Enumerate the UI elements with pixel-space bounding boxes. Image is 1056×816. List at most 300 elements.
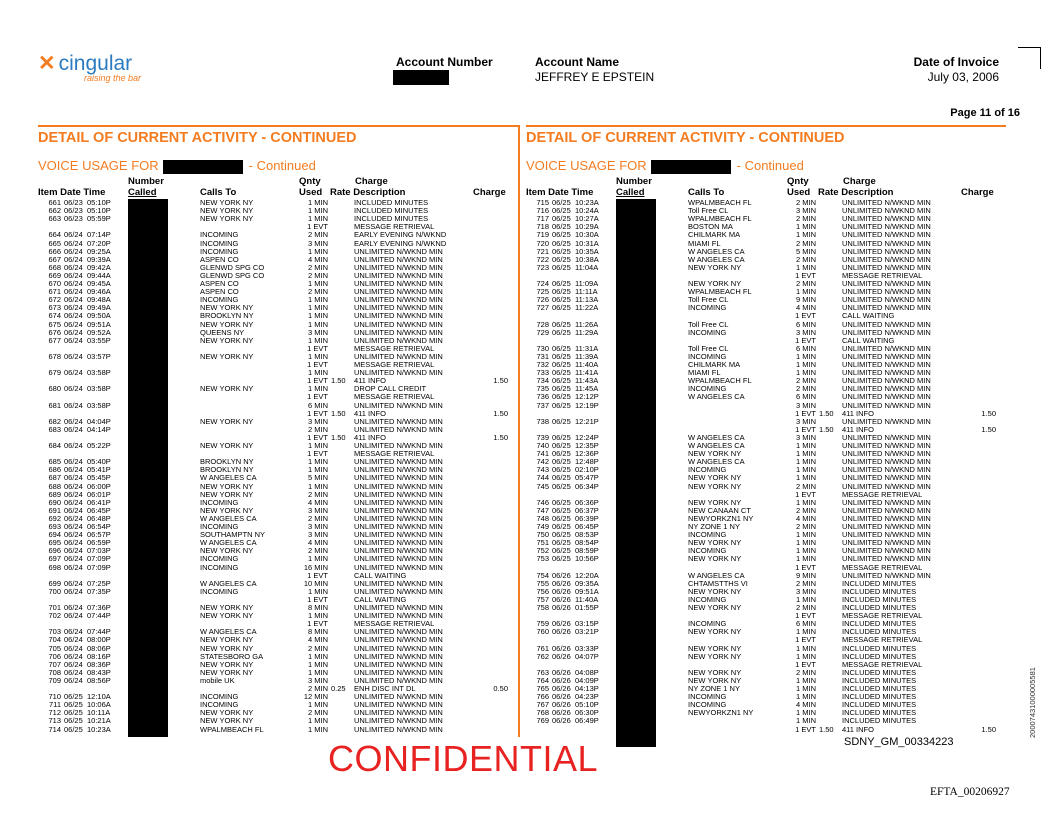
call-time: 03:58P [87,384,111,394]
qty-used: 5 MIN [795,246,816,256]
item-number: 751 [536,538,549,548]
charge-description: UNLIMITED N/WKND MIN [842,497,931,507]
call-time: 11:43A [575,376,599,386]
qty-used: 4 MIN [307,497,328,507]
item-number: 661 [48,198,61,207]
charge-description: CALL WAITING [354,594,407,604]
qty-used: 4 MIN [795,700,816,710]
qty-used: 5 MIN [307,473,328,483]
table-row [526,555,1006,563]
item-number: 726 [536,295,549,305]
call-date: 06/25 [552,392,571,402]
qty-used: 3 MIN [795,400,816,410]
qty-used: 1 EVT [307,343,328,353]
calls-to: NEW YORK NY [688,675,742,685]
charge-description: CALL WAITING [842,311,895,321]
qty-used: 1 MIN [307,554,328,564]
qty-used: 1 MIN [795,716,816,726]
calls-to: SOUTHAMPTN NY [200,530,266,540]
item-number: 768 [536,708,549,718]
col-charge: Charge [961,187,994,198]
charge-description: UNLIMITED N/WKND MIN [842,392,931,402]
table-row [526,288,1006,296]
charge-description: MESSAGE RETRIEVAL [842,270,923,280]
call-time: 05:40P [87,457,111,467]
call-date: 06/24 [64,270,83,280]
calls-to: ASPEN CO [200,287,239,297]
item-number: 746 [536,497,549,507]
calls-to: Toll Free CL [688,295,729,305]
qty-used: 1 MIN [795,287,816,297]
confidential-stamp: CONFIDENTIAL [328,738,599,779]
call-time: 06:01P [87,489,111,499]
call-date: 06/25 [552,554,571,564]
calls-to: W ANGELES CA [200,578,257,588]
call-time: 03:15P [575,619,599,629]
qty-used: 1 MIN [795,684,816,693]
item-number: 761 [536,643,549,653]
qty-used: 1 MIN [795,368,816,378]
call-date: 06/25 [552,432,571,442]
item-number: 737 [536,400,549,410]
col-used: Used [787,187,811,198]
call-time: 10:30A [575,230,599,240]
item-number: 739 [536,432,549,442]
item-number: 700 [48,586,61,596]
call-date: 06/25 [552,351,571,361]
call-date: 06/24 [64,465,83,475]
call-time: 07:09P [87,562,111,572]
calls-to: WPALMBEACH FL [688,198,752,207]
calls-to: INCOMING [200,238,239,248]
table-row [526,483,1006,491]
call-time: 06:59P [87,538,111,548]
charge-description: UNLIMITED N/WKND MIN [354,667,443,677]
call-time: 03:58P [87,368,111,378]
call-time: 11:45A [575,384,599,394]
item-number: 705 [48,643,61,653]
corner-mark [1018,47,1040,48]
calls-to: CHILMARK MA [688,360,741,369]
qty-used: 1 EVT [795,408,816,418]
logo-tagline: raising the bar [84,73,142,83]
charge-description: INCLUDED MINUTES [842,692,917,702]
qty-used: 1 MIN [795,360,816,369]
call-time: 09:51A [575,586,599,596]
call-date: 06/24 [64,351,83,361]
item-number: 715 [536,198,549,207]
charge-description: 411 INFO [842,724,874,734]
charge-description: INCLUDED MINUTES [842,586,917,596]
item-number: 710 [48,692,61,702]
table-row [526,264,1006,272]
charge-description: UNLIMITED N/WKND MIN [842,214,931,224]
calls-to: NEW YORK NY [688,481,742,491]
col-item-date-time: Item Date Time [526,187,594,198]
col-number-top: Number [128,176,164,187]
qty-used: 4 MIN [307,254,328,264]
charge-description: UNLIMITED N/WKND MIN [842,554,931,564]
qty-used: 3 MIN [307,327,328,337]
calls-to: W ANGELES CA [688,246,745,256]
call-time: 07:36P [87,603,111,612]
calls-to: INCOMING [688,594,727,604]
item-number: 708 [48,667,61,677]
qty-used: 1 MIN [307,279,328,288]
calls-to: NEW YORK NY [200,659,254,669]
call-time: 11:31A [575,343,599,353]
charge-description: INCLUDED MINUTES [842,603,917,612]
call-date: 06/25 [552,368,571,378]
qty-used: 1 MIN [795,457,816,467]
charge-description: UNLIMITED N/WKND MIN [842,222,931,232]
charge-description: DROP CALL CREDIT [354,384,427,394]
call-date: 06/24 [64,522,83,531]
calls-to: NEW YORK NY [200,214,254,224]
call-time: 12:48P [575,457,599,467]
call-time: 05:45P [87,473,111,483]
qty-used: 4 MIN [795,513,816,523]
call-time: 08:59P [575,546,599,556]
charge-description: UNLIMITED N/WKND MIN [842,416,931,426]
qty-used: 2 MIN [307,270,328,280]
calls-to: NEW YORK NY [200,384,254,394]
qty-used: 1 MIN [307,335,328,345]
call-time: 05:10P [575,700,599,710]
calls-to: INCOMING [688,692,727,702]
call-time: 04:07P [575,651,599,661]
calls-to: INCOMING [200,522,239,531]
call-time: 05:10P [87,206,111,216]
item-number: 763 [536,667,549,677]
qty-used: 2 MIN [307,546,328,556]
qty-used: 2 MIN [307,287,328,297]
voice-usage-suffix: - Continued [248,158,316,173]
charge-description: UNLIMITED N/WKND MIN [354,262,443,272]
call-date: 06/24 [64,319,83,329]
col-charge: Charge [473,187,506,198]
charge-description: UNLIMITED N/WKND MIN [842,530,931,540]
rate: 1.50 [819,408,834,418]
call-time: 06:30P [575,708,599,718]
item-number: 696 [48,546,61,556]
qty-used: 1 EVT [307,392,328,402]
col-item-date-time: Item Date Time [38,187,106,198]
item-number: 678 [48,351,61,361]
charge-description: MESSAGE RETRIEVAL [354,392,435,402]
charge-description: MESSAGE RETRIEVAL [842,562,923,572]
qty-used: 1 EVT [795,562,816,572]
call-date: 06/24 [64,659,83,669]
rate: 1.50 [819,424,834,434]
qty-used: 1 EVT [795,489,816,499]
charge-description: UNLIMITED N/WKND MIN [354,335,443,345]
charge-description: UNLIMITED N/WKND MIN [354,700,443,710]
calls-to: NEW YORK NY [688,497,742,507]
call-date: 06/25 [552,254,571,264]
charge-description: UNLIMITED N/WKND MIN [842,441,931,450]
item-number: 687 [48,473,61,483]
qty-used: 1 EVT [795,611,816,621]
charge-description: UNLIMITED N/WKND MIN [354,473,443,483]
call-time: 09:49A [87,303,111,313]
charge-description: INCLUDED MINUTES [842,578,917,588]
page-number: Page 11 of 16 [950,107,1020,119]
calls-to: INCOMING [688,465,727,475]
item-number: 742 [536,457,549,467]
charge-description: UNLIMITED N/WKND MIN [842,287,931,297]
charge-description: UNLIMITED N/WKND MIN [842,206,931,216]
qty-used: 1 MIN [795,546,816,556]
qty-used: 1 MIN [795,473,816,483]
voice-usage-label: VOICE USAGE FOR [38,158,159,173]
call-date: 06/25 [552,295,571,305]
invoice-date: July 03, 2006 [927,70,999,84]
item-number: 753 [536,554,549,564]
qty-used: 3 MIN [307,530,328,540]
calls-to: W ANGELES CA [200,513,257,523]
qty-used: 6 MIN [795,619,816,629]
charge-description: MESSAGE RETRIEVAL [354,222,435,232]
call-date: 06/26 [552,578,571,588]
item-number: 762 [536,651,549,661]
call-date: 06/26 [552,594,571,604]
qty-used: 1 MIN [307,206,328,216]
call-time: 06:48P [87,513,111,523]
qty-used: 3 MIN [307,238,328,248]
qty-used: 1 EVT [307,360,328,369]
charge-description: UNLIMITED N/WKND MIN [354,254,443,264]
call-date: 06/24 [64,667,83,677]
item-number: 668 [48,262,61,272]
charge-description: UNLIMITED N/WKND MIN [842,473,931,483]
qty-used: 1 EVT [307,570,328,580]
call-time: 10:06A [87,700,111,710]
item-number: 714 [48,724,61,734]
qty-used: 3 MIN [795,432,816,442]
call-time: 10:23A [575,198,599,207]
item-number: 701 [48,603,61,612]
call-date: 06/24 [64,335,83,345]
calls-to: NEW YORK NY [688,651,742,661]
call-date: 06/24 [64,554,83,564]
call-date: 06/24 [64,246,83,256]
call-time: 12:21P [575,416,599,426]
calls-to: NEW YORK NY [688,603,742,612]
charge-description: UNLIMITED N/WKND MIN [354,611,443,621]
efta-number: EFTA_00206927 [930,786,1010,798]
table-row [38,369,518,377]
charge-description: UNLIMITED N/WKND MIN [842,368,931,378]
call-time: 02:10P [575,465,599,475]
charge-description: MESSAGE RETRIEVAL [354,619,435,629]
table-row [526,628,1006,636]
item-number: 734 [536,376,549,386]
calls-to: ASPEN CO [200,279,239,288]
item-number: 766 [536,692,549,702]
qty-used: 1 MIN [307,659,328,669]
calls-to: NEW YORK NY [200,489,254,499]
charge-description: UNLIMITED N/WKND MIN [354,441,443,450]
charge-description: UNLIMITED N/WKND MIN [842,351,931,361]
charge-description: INCLUDED MINUTES [842,708,917,718]
call-time: 12:24P [575,432,599,442]
item-number: 697 [48,554,61,564]
charge-description: UNLIMITED N/WKND MIN [354,513,443,523]
calls-to: NEW YORK NY [200,441,254,450]
call-date: 06/25 [552,530,571,540]
charge-description: UNLIMITED N/WKND MIN [842,319,931,329]
calls-to: NEW YORK NY [688,667,742,677]
calls-to: INCOMING [200,562,239,572]
call-date: 06/25 [552,473,571,483]
call-time: 11:04A [575,262,599,272]
qty-used: 3 MIN [307,522,328,531]
calls-to: ASPEN CO [200,254,239,264]
table-row [38,402,518,410]
charge-description: 411 INFO [354,432,386,442]
charge-description: ENH DISC INT DL [354,684,416,693]
table-row [526,717,1006,725]
item-number: 709 [48,675,61,685]
call-time: 03:55P [87,335,111,345]
call-time: 07:35P [87,586,111,596]
table-row [38,588,518,596]
qty-used: 2 MIN [795,198,816,207]
qty-used: 6 MIN [307,400,328,410]
charge-description: UNLIMITED N/WKND MIN [354,708,443,718]
qty-used: 1 MIN [795,497,816,507]
calls-to: INCOMING [200,246,239,256]
charge-description: UNLIMITED N/WKND MIN [842,538,931,548]
item-number: 755 [536,578,549,588]
calls-to: mobile UK [200,675,235,685]
charge-description: UNLIMITED N/WKND MIN [842,400,931,410]
calls-to: Toll Free CL [688,319,729,329]
item-number: 720 [536,238,549,248]
item-number: 713 [48,716,61,726]
call-time: 06:41P [87,497,111,507]
qty-used: 1 MIN [795,441,816,450]
call-date: 06/24 [64,441,83,450]
item-number: 767 [536,700,549,710]
call-date: 06/23 [64,206,83,216]
charge-description: UNLIMITED N/WKND MIN [842,376,931,386]
charge-description: 411 INFO [354,376,386,386]
call-time: 07:09P [87,554,111,564]
call-time: 06:39P [575,513,599,523]
item-number: 748 [536,513,549,523]
qty-used: 1 MIN [307,651,328,661]
call-date: 06/24 [64,635,83,645]
charge-description: UNLIMITED N/WKND MIN [842,360,931,369]
call-time: 07:03P [87,546,111,556]
item-number: 681 [48,400,61,410]
qty-used: 1 EVT [795,424,816,434]
phone-redaction [163,160,243,174]
qty-used: 9 MIN [795,295,816,305]
charge-description: UNLIMITED N/WKND MIN [842,343,931,353]
table-row [526,604,1006,612]
calls-to: W ANGELES CA [688,457,745,467]
charge-description: 411 INFO [842,424,874,434]
calls-to: INCOMING [200,692,239,702]
item-number: 676 [48,327,61,337]
call-date: 06/24 [64,424,83,434]
call-time: 08:06P [87,643,111,653]
table-row [526,418,1006,426]
calls-to: NEW YORK NY [688,554,742,564]
qty-used: 3 MIN [795,586,816,596]
section-title: DETAIL OF CURRENT ACTIVITY - CONTINUED [38,125,518,149]
qty-used: 2 MIN [307,489,328,499]
charge-description: UNLIMITED N/WKND MIN [842,303,931,313]
call-date: 06/25 [552,198,571,207]
call-time: 03:57P [87,351,111,361]
item-number: 684 [48,441,61,450]
charge-description: UNLIMITED N/WKND MIN [842,570,931,580]
qty-used: 1 MIN [795,643,816,653]
item-number: 757 [536,594,549,604]
call-time: 05:22P [87,441,111,450]
calls-to: NEW YORK NY [200,643,254,653]
charge-description: UNLIMITED N/WKND MIN [354,603,443,612]
call-time: 07:14P [87,230,111,240]
item-number: 704 [48,635,61,645]
calls-to: W ANGELES CA [688,441,745,450]
call-time: 09:50A [87,311,111,321]
call-time: 03:58P [87,400,111,410]
call-time: 03:21P [575,627,599,637]
item-number: 769 [536,716,549,726]
calls-to: INCOMING [688,546,727,556]
item-number: 716 [536,206,549,216]
charge-description: UNLIMITED N/WKND MIN [354,586,443,596]
qty-used: 3 MIN [795,327,816,337]
charge-description: UNLIMITED N/WKND MIN [842,432,931,442]
call-date: 06/25 [552,246,571,256]
col-qty-top: Qnty [299,176,321,187]
call-time: 09:44A [87,270,111,280]
item-number: 741 [536,449,549,459]
qty-used: 2 MIN [307,684,328,693]
calls-to: NEW YORK NY [200,667,254,677]
call-date: 06/25 [552,327,571,337]
charge-description: INCLUDED MINUTES [842,619,917,629]
rate: 0.25 [331,684,346,693]
bates-number: SDNY_GM_00334223 [844,736,954,748]
call-date: 06/24 [64,295,83,305]
charge-description: INCLUDED MINUTES [842,675,917,685]
charge-description: INCLUDED MINUTES [354,206,429,216]
item-number: 662 [48,206,61,216]
call-date: 06/24 [64,327,83,337]
call-time: 07:20P [87,238,111,248]
call-time: 11:11A [575,287,598,297]
charge-description: INCLUDED MINUTES [842,700,917,710]
voice-usage-heading [526,158,804,174]
call-date: 06/25 [552,497,571,507]
qty-used: 8 MIN [307,603,328,612]
qty-used: 2 MIN [795,603,816,612]
call-date: 06/24 [64,505,83,515]
table-row [526,361,1006,369]
table-row [526,337,1006,345]
calls-to: W ANGELES CA [688,254,745,264]
qty-used: 2 MIN [795,238,816,248]
qty-used: 2 MIN [795,376,816,386]
call-date: 06/26 [552,708,571,718]
